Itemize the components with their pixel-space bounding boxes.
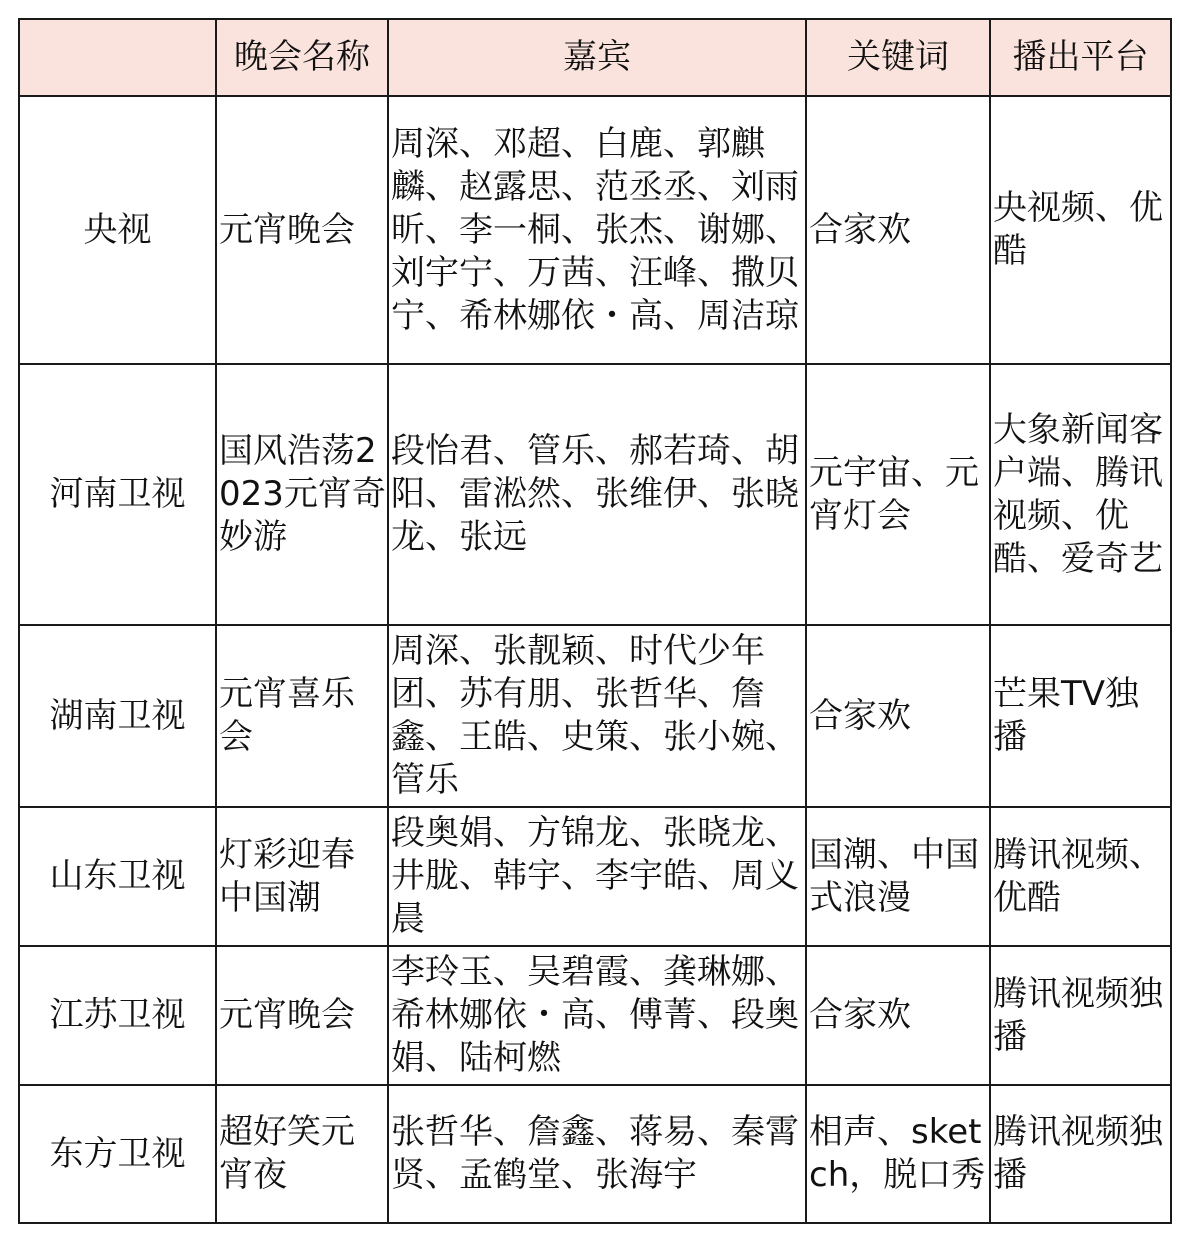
header-platform: 播出平台 [990, 19, 1171, 96]
header-keywords: 关键词 [806, 19, 990, 96]
station-cell: 央视 [19, 96, 216, 364]
station-cell: 河南卫视 [19, 364, 216, 625]
table-row [19, 625, 1171, 807]
gala-name-cell: 元宵晚会 [216, 96, 388, 364]
keywords-cell: 合家欢 [806, 96, 990, 364]
gala-name-cell: 灯彩迎春中国潮 [216, 807, 388, 946]
header-row [19, 19, 1171, 96]
table-row [19, 364, 1171, 625]
gala-name-cell: 国风浩荡2023元宵奇妙游 [216, 364, 388, 625]
guests-cell: 段奥娟、方锦龙、张晓龙、井胧、韩宇、李宇皓、周义晨 [388, 807, 806, 946]
keywords-cell: 合家欢 [806, 625, 990, 807]
gala-name-cell: 超好笑元宵夜 [216, 1085, 388, 1223]
table-row [19, 96, 1171, 364]
station-cell: 江苏卫视 [19, 946, 216, 1085]
guests-cell: 周深、张靓颖、时代少年团、苏有朋、张哲华、詹鑫、王皓、史策、张小婉、管乐 [388, 625, 806, 807]
table-row [19, 807, 1171, 946]
platform-cell: 央视频、优酷 [990, 96, 1171, 364]
platform-cell: 腾讯视频独播 [990, 946, 1171, 1085]
platform-cell: 腾讯视频独播 [990, 1085, 1171, 1223]
keywords-cell: 国潮、中国式浪漫 [806, 807, 990, 946]
table-row [19, 1085, 1171, 1223]
station-cell: 山东卫视 [19, 807, 216, 946]
gala-name-cell: 元宵喜乐会 [216, 625, 388, 807]
platform-cell: 芒果TV独播 [990, 625, 1171, 807]
gala-name-cell: 元宵晚会 [216, 946, 388, 1085]
header-station [19, 19, 216, 96]
platform-cell: 腾讯视频、优酷 [990, 807, 1171, 946]
guests-cell: 李玲玉、吴碧霞、龚琳娜、希林娜依・高、傅菁、段奥娟、陆柯燃 [388, 946, 806, 1085]
guests-cell: 段怡君、管乐、郝若琦、胡阳、雷淞然、张维伊、张晓龙、张远 [388, 364, 806, 625]
header-gala-name: 晚会名称 [216, 19, 388, 96]
platform-cell: 大象新闻客户端、腾讯视频、优酷、爱奇艺 [990, 364, 1171, 625]
station-cell: 湖南卫视 [19, 625, 216, 807]
gala-table [18, 18, 1172, 1224]
guests-cell: 张哲华、詹鑫、蒋易、秦霄贤、孟鹤堂、张海宇 [388, 1085, 806, 1223]
keywords-cell: 元宇宙、元宵灯会 [806, 364, 990, 625]
guests-cell: 周深、邓超、白鹿、郭麒麟、赵露思、范丞丞、刘雨昕、李一桐、张杰、谢娜、刘宇宁、万茜、汪峰、撒贝宁、希林娜依・高、周洁琼 [388, 96, 806, 364]
table-row [19, 946, 1171, 1085]
keywords-cell: 相声、sketch，脱口秀 [806, 1085, 990, 1223]
header-guests: 嘉宾 [388, 19, 806, 96]
station-cell: 东方卫视 [19, 1085, 216, 1223]
keywords-cell: 合家欢 [806, 946, 990, 1085]
